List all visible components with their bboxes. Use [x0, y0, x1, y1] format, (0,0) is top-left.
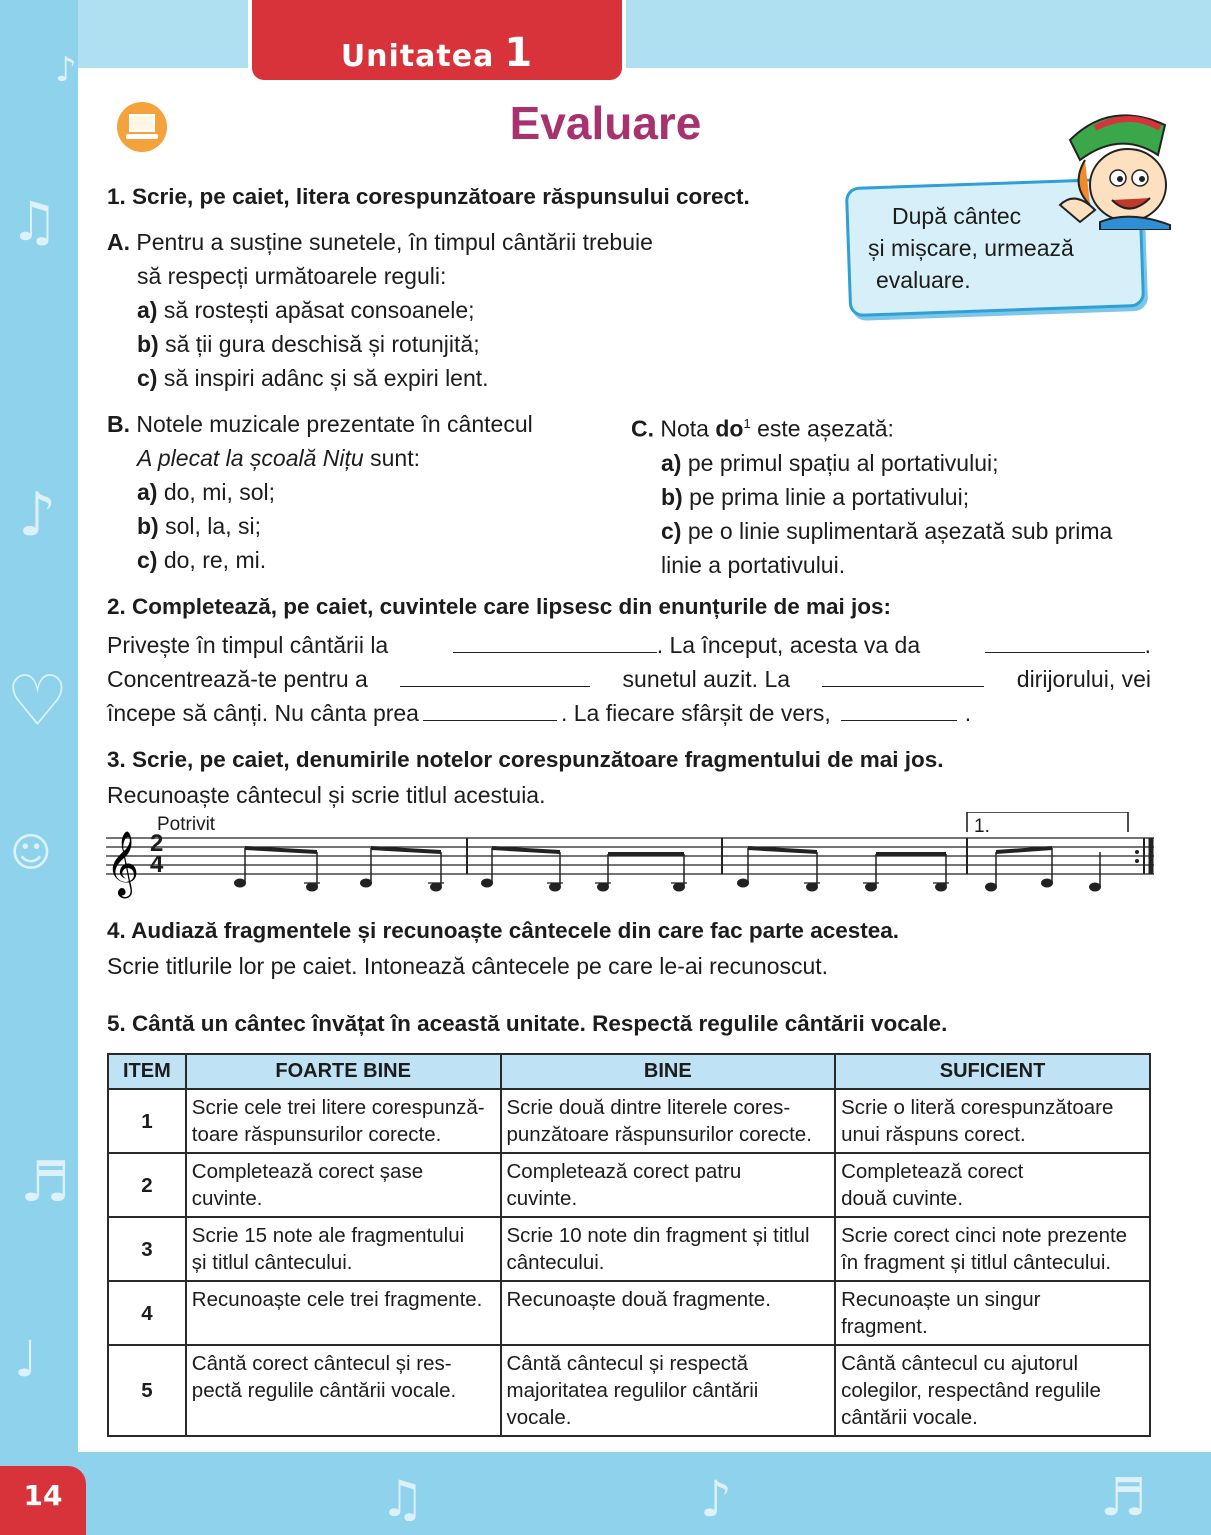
page-title: Evaluare: [509, 97, 702, 149]
table-cell: Scrie 10 note din fragment și titlul cântecului.: [501, 1217, 836, 1281]
music-note-doodle-icon: ♫: [380, 1470, 425, 1528]
music-note-doodle-icon: ♩: [14, 1330, 38, 1388]
table-cell: Scrie o literă corespunzătoare unui răspuns corect.: [835, 1089, 1150, 1153]
evaluation-table: [107, 1053, 1151, 1437]
table-header-row: [108, 1054, 1150, 1089]
q2-text: .: [964, 700, 972, 726]
option-text: do, mi, sol;: [163, 479, 276, 505]
repeat-dot: [1135, 859, 1139, 863]
q1a-line: Pentru a susține sunetele, în timpul cântării trebuie: [136, 229, 653, 255]
q1c-sup: 1: [743, 416, 751, 431]
item-number: 5: [108, 1345, 186, 1436]
q2-fill-text: [107, 628, 1151, 730]
option-text: do, re, mi.: [163, 547, 267, 573]
eighth-note-pair: [482, 848, 561, 891]
option-continuation: linie a portativului.: [661, 551, 846, 578]
music-note-doodle-icon: ♬: [20, 1150, 71, 1215]
unit-tab: [248, 0, 626, 84]
q2-text: .: [1144, 632, 1151, 658]
q1-heading: 1. Scrie, pe caiet, litera corespunzătoare răspunsului corect.: [107, 184, 750, 209]
bubble-line: După cântec: [892, 203, 1022, 229]
table-row: [108, 1217, 1150, 1281]
table-cell: Scrie corect cinci note prezente în fragment și titlul cântecului.: [835, 1217, 1150, 1281]
table-cell: Cântă cântecul și respectă majoritatea regulilor cântării vocale.: [501, 1345, 836, 1436]
song-title: A plecat la școală Nițu: [137, 445, 364, 471]
q2-text: . La început, acesta va da: [656, 632, 921, 658]
volta-bracket: [967, 812, 1128, 832]
eighth-note-pair: [866, 854, 947, 891]
music-note-doodle-icon: ♪: [18, 480, 57, 550]
q1-part-a: [107, 225, 827, 395]
q2-text: Concentrează-te pentru a: [107, 666, 368, 692]
table-header: ITEM: [108, 1054, 186, 1089]
table-cell: Completează corect șase cuvinte.: [186, 1153, 501, 1217]
table-row: [108, 1089, 1150, 1153]
table-cell: Scrie cele trei litere corespunză- toare răspunsurilor corecte.: [186, 1089, 501, 1153]
answer-blank: [423, 700, 557, 721]
option-letter: b): [137, 513, 159, 539]
q1-part-c: [631, 407, 1161, 582]
table-row: [108, 1153, 1150, 1217]
answer-blank: [841, 700, 957, 721]
unit-number: 1: [504, 30, 534, 76]
option-text: pe o linie suplimentară așezată sub prima: [687, 517, 1113, 544]
option-text: să ții gura deschisă și rotunjită;: [165, 331, 480, 357]
table-cell: Cântă corect cântecul și res- pectă regulile cântării vocale.: [186, 1345, 501, 1436]
table-cell: Cântă cântecul cu ajutorul colegilor, respectând regulile cântării vocale.: [835, 1345, 1150, 1436]
answer-blank: [822, 666, 984, 687]
table-cell: Scrie două dintre literele cores- punzătoare răspunsurilor corecte.: [501, 1089, 836, 1153]
option-letter: c): [661, 517, 682, 544]
q1c-pre: Nota: [660, 415, 709, 442]
q1c-post: este așezată:: [757, 415, 894, 442]
q2-heading: 2. Completează, pe caiet, cuvintele care lipsesc din enunțurile de mai jos:: [107, 594, 892, 619]
option-text: să inspiri adânc și să expiri lent.: [163, 365, 489, 391]
table-cell: Recunoaște cele trei fragmente.: [186, 1281, 501, 1345]
bubble-line: evaluare.: [876, 267, 971, 293]
quarter-note: [1090, 852, 1101, 891]
q4-subtext: Scrie titlurile lor pe caiet. Intonează cântecele pe care le-ai recunoscut.: [107, 953, 829, 979]
option-text: pe prima linie a portativului;: [689, 483, 970, 510]
option-text: să rostești apăsat consoanele;: [163, 297, 475, 323]
decorative-bottom-border: [0, 1452, 1211, 1535]
item-number: 2: [108, 1153, 186, 1217]
q2-text: Privește în timpul cântării la: [107, 632, 389, 658]
cartoon-character-icon: [1040, 100, 1190, 230]
option-letter: a): [661, 449, 682, 476]
tempo-marking: Potrivit: [157, 814, 216, 835]
q2-text: începe să cânți. Nu cânta prea: [107, 700, 419, 726]
table-header: SUFICIENT: [835, 1054, 1150, 1089]
table-cell: Recunoaște două fragmente.: [501, 1281, 836, 1345]
table-cell: Recunoaște un singur fragment.: [835, 1281, 1150, 1345]
repeat-dot: [1135, 850, 1139, 854]
answer-blank: [453, 632, 657, 653]
smiley-doodle-icon: ☺: [10, 830, 52, 876]
answer-blank: [400, 666, 590, 687]
time-signature-bottom: 4: [150, 851, 164, 878]
heart-doodle-icon: ♡: [6, 660, 69, 742]
q3-heading: 3. Scrie, pe caiet, denumirile notelor corespunzătoare fragmentului de mai jos.: [107, 747, 944, 772]
bubble-line: și mișcare, urmează: [868, 235, 1074, 261]
table-cell: Completează corect două cuvinte.: [835, 1153, 1150, 1217]
q1b-line-end: sunt:: [370, 445, 420, 471]
option-letter: c): [137, 547, 158, 573]
volta-label: 1.: [974, 816, 990, 837]
treble-clef-icon: 𝄞: [106, 831, 140, 896]
page-number: 14: [0, 1466, 86, 1535]
time-signature-top: 2: [150, 830, 164, 857]
eighth-note-pair: [738, 848, 818, 891]
q2-text: sunetul auzit. La: [622, 666, 791, 692]
option-text: pe primul spațiu al portativului;: [687, 449, 999, 476]
q3-subtext: Recunoaște cântecul și scrie titlul acestuia.: [107, 782, 546, 808]
music-note-doodle-icon: ♫: [10, 190, 59, 253]
q5-heading: 5. Cântă un cântec învățat în această unitate. Respectă regulile cântării vocale.: [107, 1011, 948, 1036]
eighth-note-pair: [235, 848, 318, 891]
music-note-doodle-icon: ♬: [1100, 1468, 1147, 1528]
item-number: 1: [108, 1089, 186, 1153]
eighth-note-pair: [598, 854, 685, 891]
table-cell: Completează corect patru cuvinte.: [501, 1153, 836, 1217]
q1-part-b: [107, 407, 607, 577]
option-letter: c): [137, 365, 158, 391]
q1c-note: do: [715, 415, 744, 442]
eighth-note-pair: [986, 848, 1053, 891]
option-letter: b): [137, 331, 159, 357]
q1a-label: A.: [107, 229, 130, 255]
unit-word: Unitatea: [340, 39, 495, 74]
item-number: 4: [108, 1281, 186, 1345]
option-letter: a): [137, 479, 158, 505]
q2-text: dirijorului, vei: [1016, 666, 1151, 692]
music-note-doodle-icon: ♪: [55, 50, 77, 90]
item-number: 3: [108, 1217, 186, 1281]
table-header: FOARTE BINE: [186, 1054, 501, 1089]
q4-heading: 4. Audiază fragmentele și recunoaște cântecele din care fac parte acestea.: [107, 918, 900, 943]
option-letter: a): [137, 297, 158, 323]
table-cell: Scrie 15 note ale fragmentului și titlul cântecului.: [186, 1217, 501, 1281]
option-text: sol, la, si;: [165, 513, 261, 539]
table-row: [108, 1281, 1150, 1345]
q1b-line: Notele muzicale prezentate în cântecul: [136, 411, 533, 437]
q1b-label: B.: [107, 411, 130, 437]
music-staff: [106, 812, 1156, 902]
q1c-label: C.: [631, 415, 654, 442]
music-note-doodle-icon: ♪: [700, 1470, 732, 1528]
table-row: [108, 1345, 1150, 1436]
eighth-note-pair: [361, 848, 442, 891]
option-letter: b): [661, 483, 683, 510]
q2-text: . La fiecare sfârșit de vers,: [560, 700, 831, 726]
answer-blank: [985, 632, 1145, 653]
table-header: BINE: [501, 1054, 836, 1089]
q1a-line: să respecți următoarele reguli:: [137, 263, 447, 289]
